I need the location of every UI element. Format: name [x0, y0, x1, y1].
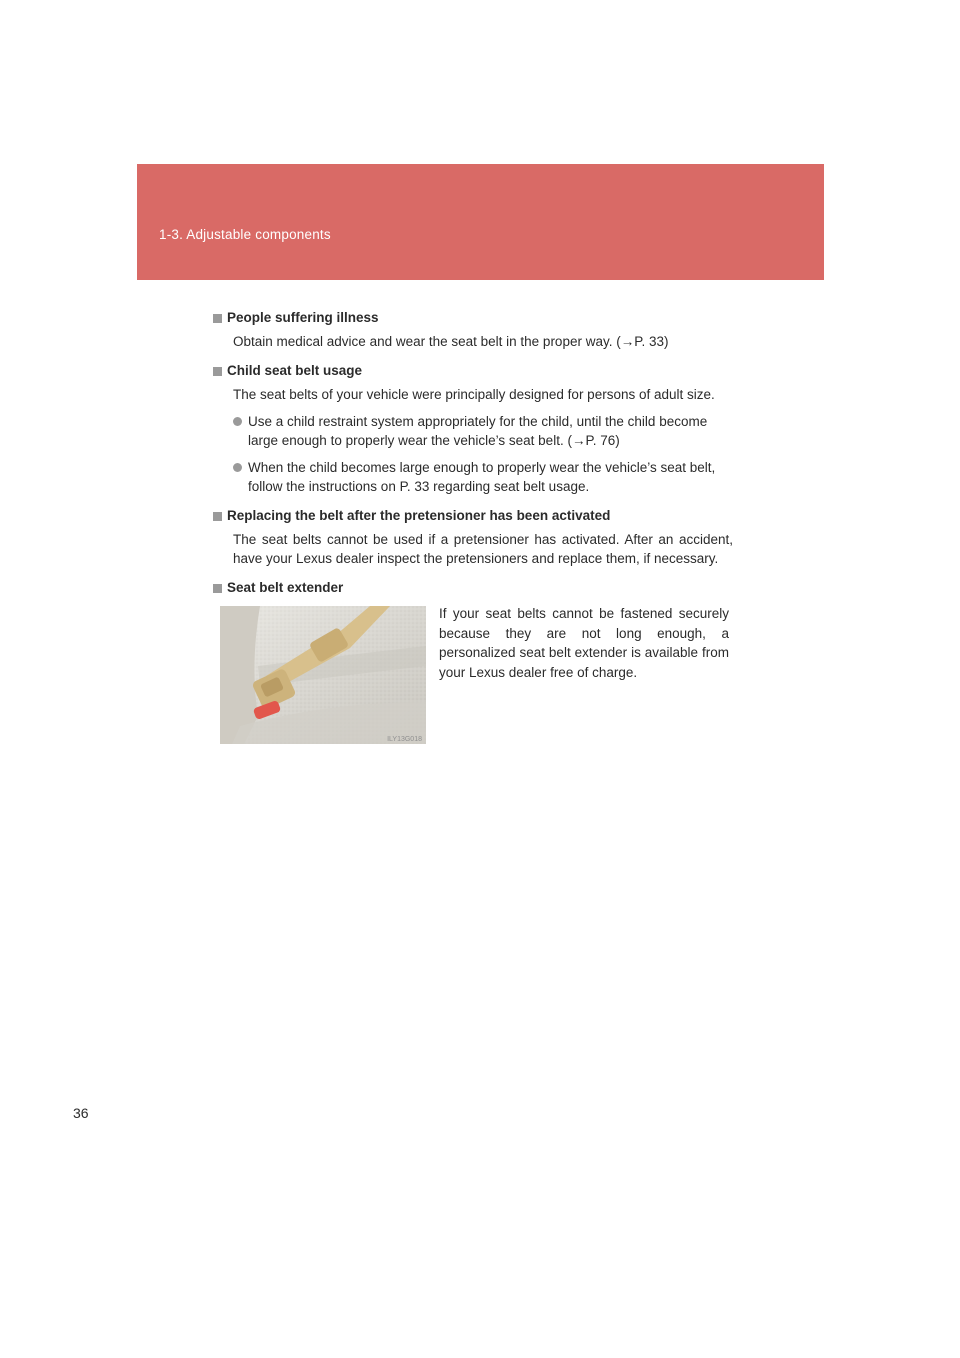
- section-title: 1-3. Adjustable components: [159, 227, 331, 242]
- topic-body: If your seat belts cannot be fastened securely because they are not long enough, a personalized seat belt extender is available from your Lexus dealer free of charge.: [439, 606, 729, 680]
- topic-body: The seat belts of your vehicle were principally designed for persons of adult size.: [233, 387, 715, 402]
- figure-code: ILY13G018: [387, 736, 422, 743]
- page-content: [213, 308, 733, 764]
- list-item-text: Use a child restraint system appropriately for the child, until the child become large enough to properly wear the vehicle’s seat belt. (→P. 76): [248, 414, 708, 448]
- topic-body: Obtain medical advice and wear the seat belt in the proper way. (→P. 33): [233, 334, 669, 349]
- page-number: 36: [73, 1105, 89, 1121]
- list-item: [213, 458, 733, 496]
- square-bullet-icon: [213, 314, 222, 323]
- topic-pretensioner: [213, 506, 733, 568]
- list-item-text: When the child becomes large enough to properly wear the vehicle’s seat belt, follow the instructions on P. 33 regarding seat belt usage.: [248, 460, 716, 494]
- topic-seat-belt-extender: [213, 578, 733, 754]
- header-band: [137, 164, 824, 280]
- round-bullet-icon: [233, 463, 242, 472]
- square-bullet-icon: [213, 584, 222, 593]
- topic-title: Seat belt extender: [227, 580, 344, 595]
- topic-title: Child seat belt usage: [227, 363, 363, 378]
- topic-body: The seat belts cannot be used if a pretensioner has activated. After an accident, have your Lexus dealer inspect the pretensioners and replace them, if necessary.: [233, 532, 733, 566]
- topic-child-seat-belt: [213, 361, 733, 496]
- topic-illness: [213, 308, 733, 351]
- square-bullet-icon: [213, 367, 222, 376]
- list-item: [213, 412, 733, 450]
- topic-title: Replacing the belt after the pretensioner has been activated: [227, 508, 611, 523]
- seat-belt-extender-illustration: [220, 606, 426, 744]
- square-bullet-icon: [213, 512, 222, 521]
- round-bullet-icon: [233, 417, 242, 426]
- topic-title: People suffering illness: [227, 310, 379, 325]
